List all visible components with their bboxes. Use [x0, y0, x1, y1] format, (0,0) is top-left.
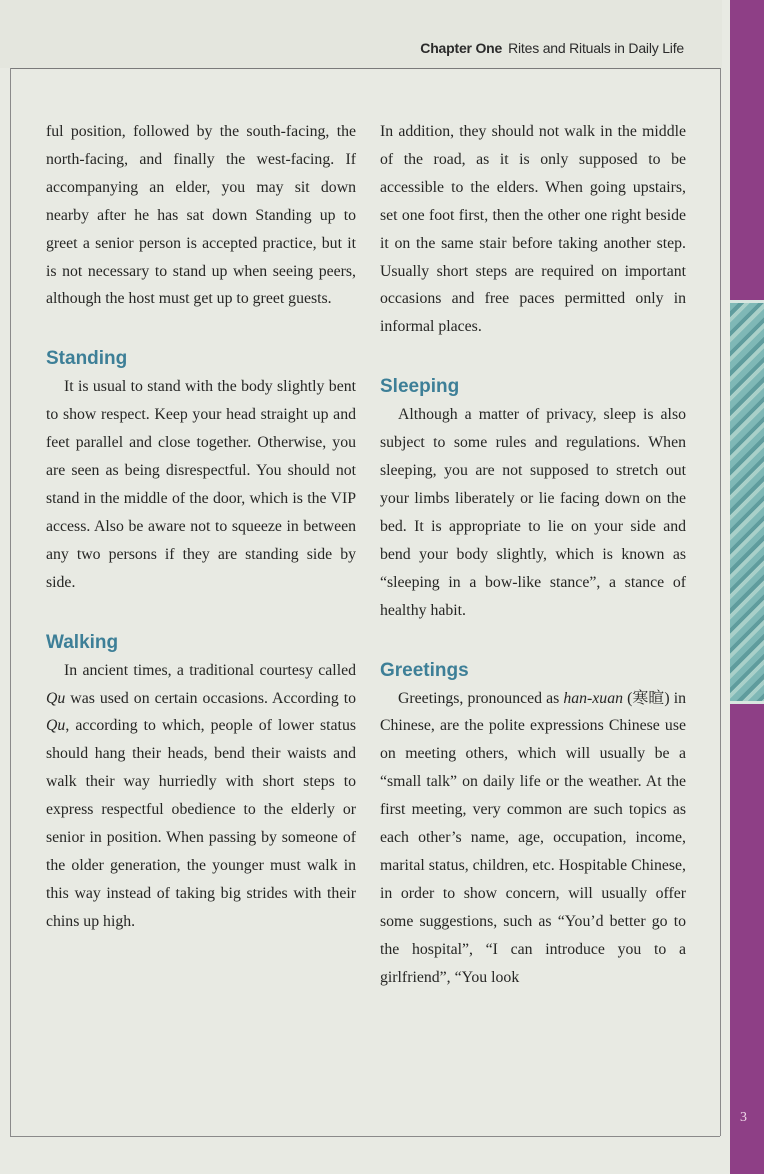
greetings-text-1: Greetings, pronounced as [398, 689, 564, 707]
walking-term-qu: Qu [46, 689, 66, 707]
right-intro-paragraph: In addition, they should not walk in the middle of the road, as it is only supposed to be accessible to the elders. When going upstairs, set one foot first, then the other one right beside it on the same stair before taking another step. Usually short steps are required on important occasions and free paces permitted only in informal places. [380, 123, 686, 336]
chapter-title: Rites and Rituals in Daily Life [508, 40, 684, 56]
right-column [380, 118, 686, 991]
greetings-term: han-xuan [563, 689, 624, 707]
sleeping-paragraph: Although a matter of privacy, sleep is also subject to some rules and regulations. When sleeping, you are not supposed to stretch out your limbs liberately or lie facing down on the bed. It is appropriate to lie on your side and bend your body slightly, which is known as “sleeping in a bow-like stance”, a stance of healthy habit. [380, 406, 686, 619]
walking-term-qu-2: Qu [46, 717, 66, 735]
greetings-text-2: (寒暄) in Chinese, are the polite expressions Chinese use on meeting others, which will usually be a “small talk” on daily life or the weather. At the first meeting, very common are such topics as each other’s name, age, occupation, income, marital status, children, etc. Hospitable Chinese, in order to show concern, will usually offer some suggestions, such as “You’d better go to the hospital”, “I can introduce you to a girlfriend”, “You look [380, 689, 686, 986]
left-intro-paragraph: ful position, followed by the south-facing, the north-facing, and finally the west-facing. If accompanying an elder, you may sit down nearby after he has sat down Standing up to greet a senior person is accepted practice, but it is not necessary to stand up when seeing peers, although the host must get up to greet guests. [46, 123, 356, 308]
header-band [0, 0, 722, 68]
walking-text-1: In ancient times, a traditional courtesy called [64, 661, 356, 679]
frame-rule-right [720, 68, 721, 1136]
walking-paragraph [46, 657, 356, 936]
walking-text-2: was used on certain occasions. According to [65, 689, 356, 707]
frame-rule-bottom [10, 1136, 720, 1137]
running-header [420, 40, 684, 56]
walking-text-3: , according to which, people of lower status should hang their heads, bend their waists and walk their way hurriedly with short steps to express respectful obedience to the elderly or senior in position. When passing by someone of the older generation, the younger must walk in this way instead of taking big strides with their chins up high. [46, 717, 356, 930]
greetings-paragraph [380, 685, 686, 992]
standing-heading: Standing [46, 348, 128, 370]
frame-rule-top [10, 68, 720, 69]
left-column [46, 118, 356, 936]
greetings-heading: Greetings [380, 659, 469, 681]
walking-heading: Walking [46, 631, 119, 653]
chapter-label: Chapter One [420, 40, 503, 56]
decorative-side-band [730, 300, 764, 704]
page-number: 3 [740, 1110, 747, 1125]
sleeping-heading: Sleeping [380, 376, 460, 398]
frame-rule-left [10, 68, 11, 1136]
standing-paragraph: It is usual to stand with the body slightly bent to show respect. Keep your head straight up and feet parallel and close together. Otherwise, you are seen as being disrespectful. You should not stand in the middle of the door, which is the VIP access. Also be aware not to squeeze in between any two persons if they are standing side by side. [46, 378, 356, 591]
